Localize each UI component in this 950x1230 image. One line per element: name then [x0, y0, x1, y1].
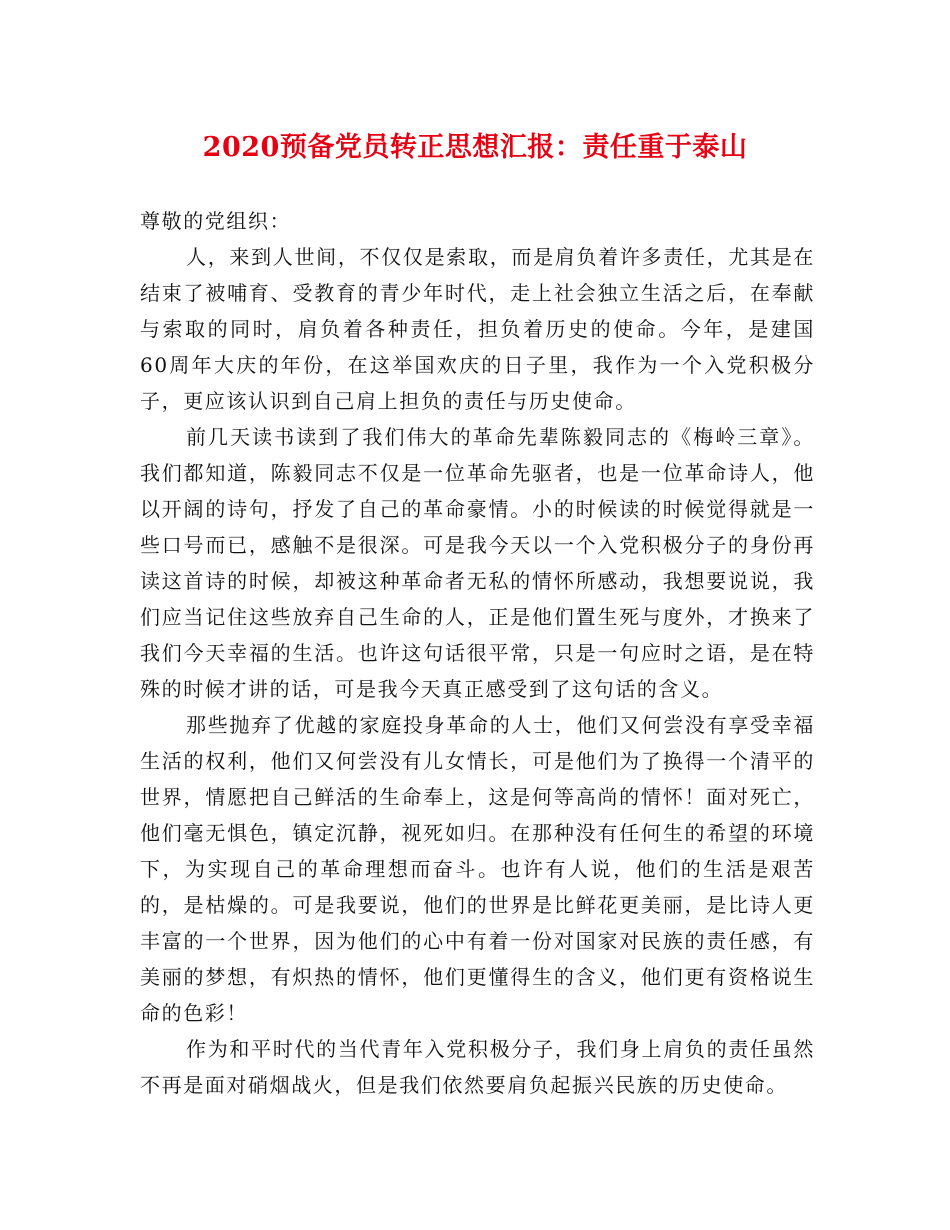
document-body	[140, 203, 815, 1103]
salutation: 尊敬的党组织：	[140, 209, 292, 233]
document-title: 2020预备党员转正思想汇报：责任重于泰山	[202, 132, 748, 163]
paragraph-3: 那些抛弃了优越的家庭投身革命的人士，他们又何尝没有享受幸福生活的权利，他们又何尝没有儿女情长，可是他们为了换得一个清平的世界，情愿把自己鲜活的生命奉上，这是何等高尚的情怀！面对死亡，他们毫无惧色，镇定沉静，视死如归。在那种没有任何生的希望的环境下，为实现自己的革命理想而奋斗。也许有人说，他们的生活是艰苦的，是枯燥的。可是我要说，他们的世界是比鲜花更美丽，是比诗人更丰富的一个世界，因为他们的心中有着一份对国家对民族的责任感，有美丽的梦想，有炽热的情怀，他们更懂得生的含义，他们更有资格说生命的色彩！	[140, 713, 815, 1025]
paragraph-2: 前几天读书读到了我们伟大的革命先辈陈毅同志的《梅岭三章》。我们都知道，陈毅同志不仅是一位革命先驱者，也是一位革命诗人，他以开阔的诗句，抒发了自己的革命豪情。小的时候读的时候觉得就是一些口号而已，感触不是很深。可是我今天以一个入党积极分子的身份再读这首诗的时候，却被这种革命者无私的情怀所感动，我想要说说，我们应当记住这些放弃自己生命的人，正是他们置生死与度外，才换来了我们今天幸福的生活。也许这句话很平常，只是一句应时之语，是在特殊的时候才讲的话，可是我今天真正感受到了这句话的含义。	[140, 425, 815, 701]
paragraph-4: 作为和平时代的当代青年入党积极分子，我们身上肩负的责任虽然不再是面对硝烟战火，但是我们依然要肩负起振兴民族的历史使命。	[140, 1037, 815, 1097]
paragraph-1: 人，来到人世间，不仅仅是索取，而是肩负着许多责任，尤其是在结束了被哺育、受教育的青少年时代，走上社会独立生活之后，在奉献与索取的同时，肩负着各种责任，担负着历史的使命。今年，是建国60周年大庆的年份，在这举国欢庆的日子里，我作为一个入党积极分子，更应该认识到自己肩上担负的责任与历史使命。	[140, 245, 815, 413]
